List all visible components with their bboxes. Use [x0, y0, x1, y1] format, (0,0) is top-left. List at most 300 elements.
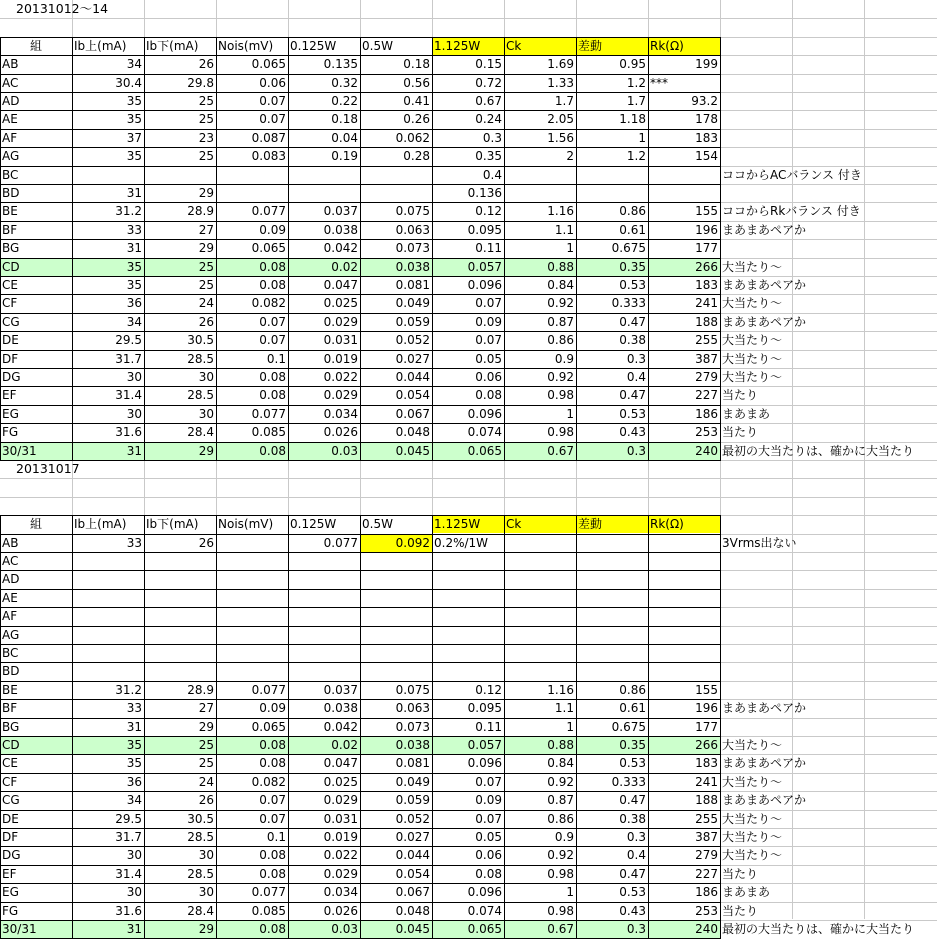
table-cell[interactable]: 35 — [126, 278, 142, 292]
table-cell[interactable]: 0.135 — [323, 57, 358, 71]
row-comment[interactable]: まあまあペアか — [722, 756, 807, 770]
table-cell[interactable]: 0.087 — [251, 131, 286, 145]
table-cell[interactable]: 0.059 — [395, 315, 430, 329]
table-cell[interactable]: 0.081 — [395, 278, 430, 292]
table-cell[interactable]: 28.4 — [187, 425, 214, 439]
column-header[interactable]: 差動 — [578, 39, 603, 53]
table-cell[interactable]: 0.065 — [251, 241, 286, 255]
table-cell[interactable]: 0.47 — [619, 867, 646, 881]
table-cell[interactable]: 0.4 — [482, 168, 502, 182]
table-cell[interactable]: 0.096 — [467, 885, 502, 899]
table-cell[interactable]: 0.067 — [395, 885, 430, 899]
table-cell[interactable]: 0.029 — [323, 388, 358, 402]
table-cell[interactable]: 0.031 — [323, 812, 358, 826]
row-label[interactable]: EG — [2, 407, 19, 421]
table-cell[interactable]: 35 — [126, 94, 142, 108]
row-label[interactable]: DE — [2, 333, 19, 347]
table-cell[interactable]: 0.059 — [395, 793, 430, 807]
table-cell[interactable]: 0.07 — [259, 94, 286, 108]
table-cell[interactable]: 0.049 — [395, 775, 430, 789]
table-cell[interactable]: 0.025 — [323, 296, 358, 310]
table-cell[interactable]: 0.18 — [403, 57, 430, 71]
table-cell[interactable]: 26 — [198, 57, 214, 71]
table-cell[interactable]: 255 — [695, 812, 718, 826]
table-cell[interactable]: 1.33 — [547, 76, 574, 90]
table-cell[interactable]: 0.22 — [331, 94, 358, 108]
row-comment[interactable]: 当たり — [722, 904, 759, 918]
row-label[interactable]: AG — [2, 628, 20, 642]
table-cell[interactable]: 0.085 — [251, 904, 286, 918]
row-comment[interactable]: 大当たり～ — [722, 830, 783, 844]
table-cell[interactable]: 30.4 — [115, 76, 142, 90]
row-comment[interactable]: 最初の大当たりは、確かに大当たり — [722, 922, 915, 936]
row-comment[interactable]: 大当たり～ — [722, 370, 783, 384]
table-cell[interactable]: 34 — [126, 57, 142, 71]
table-cell[interactable]: 0.029 — [323, 315, 358, 329]
table-cell[interactable]: 0.054 — [395, 388, 430, 402]
table-cell[interactable]: 0.26 — [403, 112, 430, 126]
table-cell[interactable]: 0.333 — [611, 296, 646, 310]
table-cell[interactable]: 183 — [695, 756, 718, 770]
table-cell[interactable]: 31 — [126, 186, 142, 200]
column-header[interactable]: Ck — [506, 39, 522, 53]
table-cell[interactable]: 25 — [198, 94, 214, 108]
table-cell[interactable]: 1.7 — [554, 94, 574, 108]
table-cell[interactable]: 0.048 — [395, 904, 430, 918]
table-cell[interactable]: 1 — [566, 720, 574, 734]
table-cell[interactable]: 1.1 — [554, 701, 574, 715]
table-cell[interactable]: 25 — [198, 738, 214, 752]
table-cell[interactable]: 0.026 — [323, 904, 358, 918]
table-cell[interactable]: 155 — [695, 683, 718, 697]
table-cell[interactable]: 31.7 — [115, 830, 142, 844]
column-header[interactable]: 0.5W — [362, 517, 393, 531]
table-cell[interactable]: 0.09 — [259, 223, 286, 237]
row-label[interactable]: AC — [2, 76, 19, 90]
table-cell[interactable]: 24 — [198, 775, 214, 789]
table-cell[interactable]: 0.53 — [619, 407, 646, 421]
table-cell[interactable]: 1.16 — [547, 204, 574, 218]
table-cell[interactable]: 240 — [695, 444, 718, 458]
table-cell[interactable]: 0.073 — [395, 720, 430, 734]
table-cell[interactable]: 31.2 — [115, 683, 142, 697]
table-cell[interactable]: 35 — [126, 738, 142, 752]
table-cell[interactable]: 0.4 — [626, 848, 646, 862]
table-cell[interactable]: 0.92 — [547, 370, 574, 384]
table-cell[interactable]: 33 — [126, 701, 142, 715]
table-cell[interactable]: 279 — [695, 370, 718, 384]
table-cell[interactable]: 0.082 — [251, 296, 286, 310]
table-cell[interactable]: 1 — [566, 407, 574, 421]
table-cell[interactable]: 0.12 — [475, 683, 502, 697]
row-comment[interactable]: 当たり — [722, 388, 759, 402]
table-cell[interactable]: 0.08 — [259, 848, 286, 862]
table-cell[interactable]: 183 — [695, 278, 718, 292]
table-cell[interactable]: 0.038 — [395, 260, 430, 274]
table-cell[interactable]: 0.675 — [611, 720, 646, 734]
table-cell[interactable]: 0.47 — [619, 315, 646, 329]
table-cell[interactable]: 0.045 — [395, 444, 430, 458]
table-cell[interactable]: 30.5 — [187, 812, 214, 826]
table-cell[interactable]: 0.054 — [395, 867, 430, 881]
table-cell[interactable]: 0.042 — [323, 241, 358, 255]
row-label[interactable]: BC — [2, 646, 19, 660]
row-comment[interactable]: 大当たり～ — [722, 260, 783, 274]
row-label[interactable]: DF — [2, 830, 19, 844]
column-header[interactable]: 1.125W — [434, 517, 481, 531]
table-cell[interactable]: 0.88 — [547, 260, 574, 274]
table-cell[interactable]: 30 — [198, 885, 214, 899]
row-label[interactable]: 30/31 — [2, 444, 37, 458]
table-cell[interactable]: 0.034 — [323, 407, 358, 421]
table-cell[interactable]: 0.06 — [475, 848, 502, 862]
table-cell[interactable]: 0.35 — [475, 149, 502, 163]
table-cell[interactable]: 0.07 — [475, 775, 502, 789]
table-cell[interactable]: 1.2 — [626, 76, 646, 90]
table-cell[interactable]: 0.019 — [323, 830, 358, 844]
table-cell[interactable]: 0.02 — [331, 260, 358, 274]
row-comment[interactable]: まあまあペアか — [722, 278, 807, 292]
table-cell[interactable]: 0.038 — [395, 738, 430, 752]
table-cell[interactable]: 0.12 — [475, 204, 502, 218]
table-cell[interactable]: 177 — [695, 241, 718, 255]
table-cell[interactable]: 0.98 — [547, 867, 574, 881]
table-cell[interactable]: 31.6 — [115, 904, 142, 918]
table-cell[interactable]: 27 — [198, 223, 214, 237]
table-cell[interactable]: 196 — [695, 223, 718, 237]
table-cell[interactable]: 0.025 — [323, 775, 358, 789]
table-cell[interactable]: 0.92 — [547, 775, 574, 789]
table-cell[interactable]: 26 — [198, 315, 214, 329]
table-cell[interactable]: 0.096 — [467, 756, 502, 770]
table-cell[interactable]: 0.84 — [547, 278, 574, 292]
table-cell[interactable]: 0.08 — [259, 756, 286, 770]
row-comment[interactable]: まあまあペアか — [722, 315, 807, 329]
table-cell[interactable]: 0.86 — [547, 333, 574, 347]
table-cell[interactable]: 253 — [695, 904, 718, 918]
table-cell[interactable]: 0.07 — [259, 812, 286, 826]
row-label[interactable]: EF — [2, 388, 17, 402]
row-label[interactable]: CD — [2, 260, 20, 274]
table-cell[interactable]: 0.038 — [323, 701, 358, 715]
row-label[interactable]: AD — [2, 572, 20, 586]
row-label[interactable]: BE — [2, 683, 18, 697]
table-cell[interactable]: 0.18 — [331, 112, 358, 126]
row-label[interactable]: BD — [2, 664, 20, 678]
table-cell[interactable]: 0.53 — [619, 278, 646, 292]
table-cell[interactable]: 0.09 — [475, 793, 502, 807]
table-cell[interactable]: 0.044 — [395, 848, 430, 862]
table-cell[interactable]: 1.69 — [547, 57, 574, 71]
table-cell[interactable]: 183 — [695, 131, 718, 145]
table-cell[interactable]: 1.7 — [626, 94, 646, 108]
table-cell[interactable]: 1.18 — [619, 112, 646, 126]
table-cell[interactable]: 25 — [198, 149, 214, 163]
table-cell[interactable]: 35 — [126, 756, 142, 770]
table-cell[interactable]: 0.86 — [619, 204, 646, 218]
row-label[interactable]: CE — [2, 278, 18, 292]
table-cell[interactable]: 23 — [198, 131, 214, 145]
column-header[interactable]: 組 — [29, 517, 42, 531]
column-header[interactable]: 差動 — [578, 517, 603, 531]
table-cell[interactable]: 27 — [198, 701, 214, 715]
row-label[interactable]: BE — [2, 204, 18, 218]
table-cell[interactable]: 0.88 — [547, 738, 574, 752]
table-cell[interactable]: 2.05 — [547, 112, 574, 126]
table-cell[interactable]: 30 — [126, 370, 142, 384]
table-cell[interactable]: 0.24 — [475, 112, 502, 126]
table-cell[interactable]: 0.98 — [547, 904, 574, 918]
table-cell[interactable]: 0.98 — [547, 425, 574, 439]
row-comment[interactable]: 当たり — [722, 425, 759, 439]
table-cell[interactable]: 24 — [198, 296, 214, 310]
table-cell[interactable]: 26 — [198, 536, 214, 550]
row-comment[interactable]: まあまあペアか — [722, 701, 807, 715]
table-cell[interactable]: 36 — [126, 296, 142, 310]
table-cell[interactable]: 186 — [695, 885, 718, 899]
table-cell[interactable]: 26 — [198, 793, 214, 807]
table-cell[interactable]: 31.4 — [115, 388, 142, 402]
table-cell[interactable]: 31.7 — [115, 352, 142, 366]
row-label[interactable]: BG — [2, 720, 20, 734]
table-cell[interactable]: 227 — [695, 388, 718, 402]
table-cell[interactable]: 0.4 — [626, 370, 646, 384]
table-cell[interactable]: 0.038 — [323, 223, 358, 237]
table-cell[interactable]: 0.61 — [619, 223, 646, 237]
table-cell[interactable]: 0.022 — [323, 370, 358, 384]
table-cell[interactable]: 35 — [126, 260, 142, 274]
table-cell[interactable]: 387 — [695, 352, 718, 366]
table-cell[interactable]: 0.047 — [323, 756, 358, 770]
table-cell[interactable]: 0.675 — [611, 241, 646, 255]
table-cell[interactable]: 255 — [695, 333, 718, 347]
table-cell[interactable]: 0.333 — [611, 775, 646, 789]
table-cell[interactable]: 1 — [566, 241, 574, 255]
table-cell[interactable]: 29 — [198, 186, 214, 200]
table-cell[interactable]: 154 — [695, 149, 718, 163]
table-cell[interactable]: 0.3 — [626, 922, 646, 936]
table-cell[interactable]: 0.15 — [475, 57, 502, 71]
table-cell[interactable]: 34 — [126, 315, 142, 329]
row-comment[interactable]: 大当たり～ — [722, 333, 783, 347]
table-cell[interactable]: 28.5 — [187, 867, 214, 881]
table-cell[interactable]: 0.08 — [259, 867, 286, 881]
row-comment[interactable]: 大当たり～ — [722, 296, 783, 310]
table-cell[interactable]: 0.027 — [395, 830, 430, 844]
column-header[interactable]: Rk(Ω) — [650, 39, 684, 53]
table-cell[interactable]: 0.3 — [626, 444, 646, 458]
table-cell[interactable]: 0.037 — [323, 683, 358, 697]
table-cell[interactable]: 30 — [126, 848, 142, 862]
table-cell[interactable]: 0.031 — [323, 333, 358, 347]
table-cell[interactable]: 0.92 — [547, 848, 574, 862]
row-comment[interactable]: 最初の大当たりは、確かに大当たり — [722, 444, 915, 458]
table-cell[interactable]: 0.022 — [323, 848, 358, 862]
column-header[interactable]: Ib上(mA) — [74, 39, 127, 53]
row-label[interactable]: AC — [2, 554, 19, 568]
table-cell[interactable]: 0.096 — [467, 407, 502, 421]
row-comment[interactable]: 大当たり～ — [722, 848, 783, 862]
table-cell[interactable]: 0.87 — [547, 793, 574, 807]
table-cell[interactable]: 0.019 — [323, 352, 358, 366]
row-label[interactable]: FG — [2, 904, 19, 918]
table-cell[interactable]: 0.077 — [251, 683, 286, 697]
table-cell[interactable]: 30 — [198, 407, 214, 421]
row-comment[interactable]: まあまあ — [722, 885, 771, 899]
row-label[interactable]: FG — [2, 425, 19, 439]
row-label[interactable]: DG — [2, 848, 21, 862]
table-cell[interactable]: 0.35 — [619, 738, 646, 752]
table-cell[interactable]: *** — [650, 76, 668, 90]
row-label[interactable]: BF — [2, 701, 18, 715]
table-cell[interactable]: 266 — [695, 260, 718, 274]
table-cell[interactable]: 0.61 — [619, 701, 646, 715]
table-cell[interactable]: 0.067 — [395, 407, 430, 421]
table-cell[interactable]: 1.1 — [554, 223, 574, 237]
table-cell[interactable]: 93.2 — [691, 94, 718, 108]
row-comment[interactable]: 当たり — [722, 867, 759, 881]
table-cell[interactable]: 0.052 — [395, 812, 430, 826]
table-cell[interactable]: 0.062 — [395, 131, 430, 145]
table-cell[interactable]: 279 — [695, 848, 718, 862]
row-label[interactable]: AD — [2, 94, 20, 108]
row-comment[interactable]: 大当たり～ — [722, 352, 783, 366]
table-cell[interactable]: 0.53 — [619, 756, 646, 770]
table-cell[interactable]: 31 — [126, 241, 142, 255]
row-comment[interactable]: まあまあペアか — [722, 793, 807, 807]
table-cell[interactable]: 0.027 — [395, 352, 430, 366]
table-cell[interactable]: 0.2%/1W — [434, 536, 489, 550]
table-cell[interactable]: 0.1 — [266, 352, 286, 366]
row-label[interactable]: CF — [2, 296, 18, 310]
table-cell[interactable]: 196 — [695, 701, 718, 715]
row-label[interactable]: EF — [2, 867, 17, 881]
table-cell[interactable]: 25 — [198, 260, 214, 274]
table-cell[interactable]: 0.67 — [475, 94, 502, 108]
column-header[interactable]: Ib上(mA) — [74, 517, 127, 531]
table-cell[interactable]: 0.07 — [259, 793, 286, 807]
table-cell[interactable]: 0.074 — [467, 904, 502, 918]
table-cell[interactable]: 0.095 — [467, 701, 502, 715]
table-cell[interactable]: 0.41 — [403, 94, 430, 108]
table-cell[interactable]: 0.03 — [331, 444, 358, 458]
table-cell[interactable]: 0.082 — [251, 775, 286, 789]
table-cell[interactable]: 0.08 — [259, 370, 286, 384]
table-cell[interactable]: 0.87 — [547, 315, 574, 329]
column-header[interactable]: 組 — [29, 39, 42, 53]
table-cell[interactable]: 31 — [126, 922, 142, 936]
table-cell[interactable]: 155 — [695, 204, 718, 218]
column-header[interactable]: Ck — [506, 517, 522, 531]
row-label[interactable]: DE — [2, 812, 19, 826]
table-cell[interactable]: 0.026 — [323, 425, 358, 439]
table-cell[interactable]: 28.9 — [187, 204, 214, 218]
column-header[interactable]: 1.125W — [434, 39, 481, 53]
row-label[interactable]: BG — [2, 241, 20, 255]
table-cell[interactable]: 0.07 — [259, 112, 286, 126]
table-cell[interactable]: 0.08 — [259, 922, 286, 936]
column-header[interactable]: Rk(Ω) — [650, 517, 684, 531]
row-comment[interactable]: 3Vrms出ない — [722, 536, 797, 550]
row-label[interactable]: BC — [2, 168, 19, 182]
table-cell[interactable]: 199 — [695, 57, 718, 71]
table-cell[interactable]: 0.06 — [475, 370, 502, 384]
table-cell[interactable]: 0.073 — [395, 241, 430, 255]
table-cell[interactable]: 0.03 — [331, 922, 358, 936]
table-cell[interactable]: 0.08 — [259, 738, 286, 752]
table-cell[interactable]: 33 — [126, 536, 142, 550]
column-header[interactable]: Nois(mV) — [218, 39, 274, 53]
row-comment[interactable]: 大当たり～ — [722, 738, 783, 752]
row-comment[interactable]: ココからRkバランス 付き — [722, 204, 861, 218]
table-cell[interactable]: 0.11 — [475, 241, 502, 255]
table-cell[interactable]: 1.56 — [547, 131, 574, 145]
table-cell[interactable]: 0.034 — [323, 885, 358, 899]
table-cell[interactable]: 0.43 — [619, 425, 646, 439]
row-label[interactable]: CG — [2, 315, 20, 329]
table-cell[interactable]: 0.05 — [475, 830, 502, 844]
column-header[interactable]: Ib下(mA) — [146, 39, 199, 53]
table-cell[interactable]: 29.5 — [115, 812, 142, 826]
table-cell[interactable]: 29 — [198, 720, 214, 734]
table-cell[interactable]: 31.4 — [115, 867, 142, 881]
table-cell[interactable]: 0.063 — [395, 701, 430, 715]
table-cell[interactable]: 0.72 — [475, 76, 502, 90]
table-cell[interactable]: 387 — [695, 830, 718, 844]
table-cell[interactable]: 0.47 — [619, 388, 646, 402]
table-cell[interactable]: 0.56 — [403, 76, 430, 90]
table-cell[interactable]: 0.077 — [251, 204, 286, 218]
table-cell[interactable]: 0.86 — [619, 683, 646, 697]
table-cell[interactable]: 0.86 — [547, 812, 574, 826]
table-cell[interactable]: 31.2 — [115, 204, 142, 218]
table-cell[interactable]: 28.5 — [187, 352, 214, 366]
table-cell[interactable]: 1 — [566, 885, 574, 899]
table-cell[interactable]: 240 — [695, 922, 718, 936]
row-label[interactable]: AF — [2, 131, 18, 145]
table-cell[interactable]: 0.052 — [395, 333, 430, 347]
table-cell[interactable]: 0.92 — [547, 296, 574, 310]
table-cell[interactable]: 178 — [695, 112, 718, 126]
table-cell[interactable]: 0.08 — [475, 388, 502, 402]
table-cell[interactable]: 1.16 — [547, 683, 574, 697]
table-cell[interactable]: 186 — [695, 407, 718, 421]
column-header[interactable]: 0.125W — [290, 39, 337, 53]
row-label[interactable]: AB — [2, 57, 19, 71]
table-cell[interactable]: 0.08 — [475, 867, 502, 881]
row-label[interactable]: BF — [2, 223, 18, 237]
table-cell[interactable]: 266 — [695, 738, 718, 752]
table-cell[interactable]: 0.065 — [251, 720, 286, 734]
table-cell[interactable]: 28.9 — [187, 683, 214, 697]
table-cell[interactable]: 29 — [198, 922, 214, 936]
column-header[interactable]: 0.5W — [362, 39, 393, 53]
table-cell[interactable]: 0.075 — [395, 683, 430, 697]
table-cell[interactable]: 0.08 — [259, 388, 286, 402]
table-cell[interactable]: 0.045 — [395, 922, 430, 936]
table-cell[interactable]: 0.06 — [259, 76, 286, 90]
table-cell[interactable]: 31 — [126, 444, 142, 458]
table-cell[interactable]: 0.077 — [251, 407, 286, 421]
table-cell[interactable]: 0.3 — [626, 352, 646, 366]
table-cell[interactable]: 28.4 — [187, 904, 214, 918]
table-cell[interactable]: 35 — [126, 112, 142, 126]
table-cell[interactable]: 0.05 — [475, 352, 502, 366]
table-cell[interactable]: 0.07 — [475, 812, 502, 826]
row-comment[interactable]: まあまあペアか — [722, 223, 807, 237]
table-cell[interactable]: 29.8 — [187, 76, 214, 90]
column-header[interactable]: 0.125W — [290, 517, 337, 531]
